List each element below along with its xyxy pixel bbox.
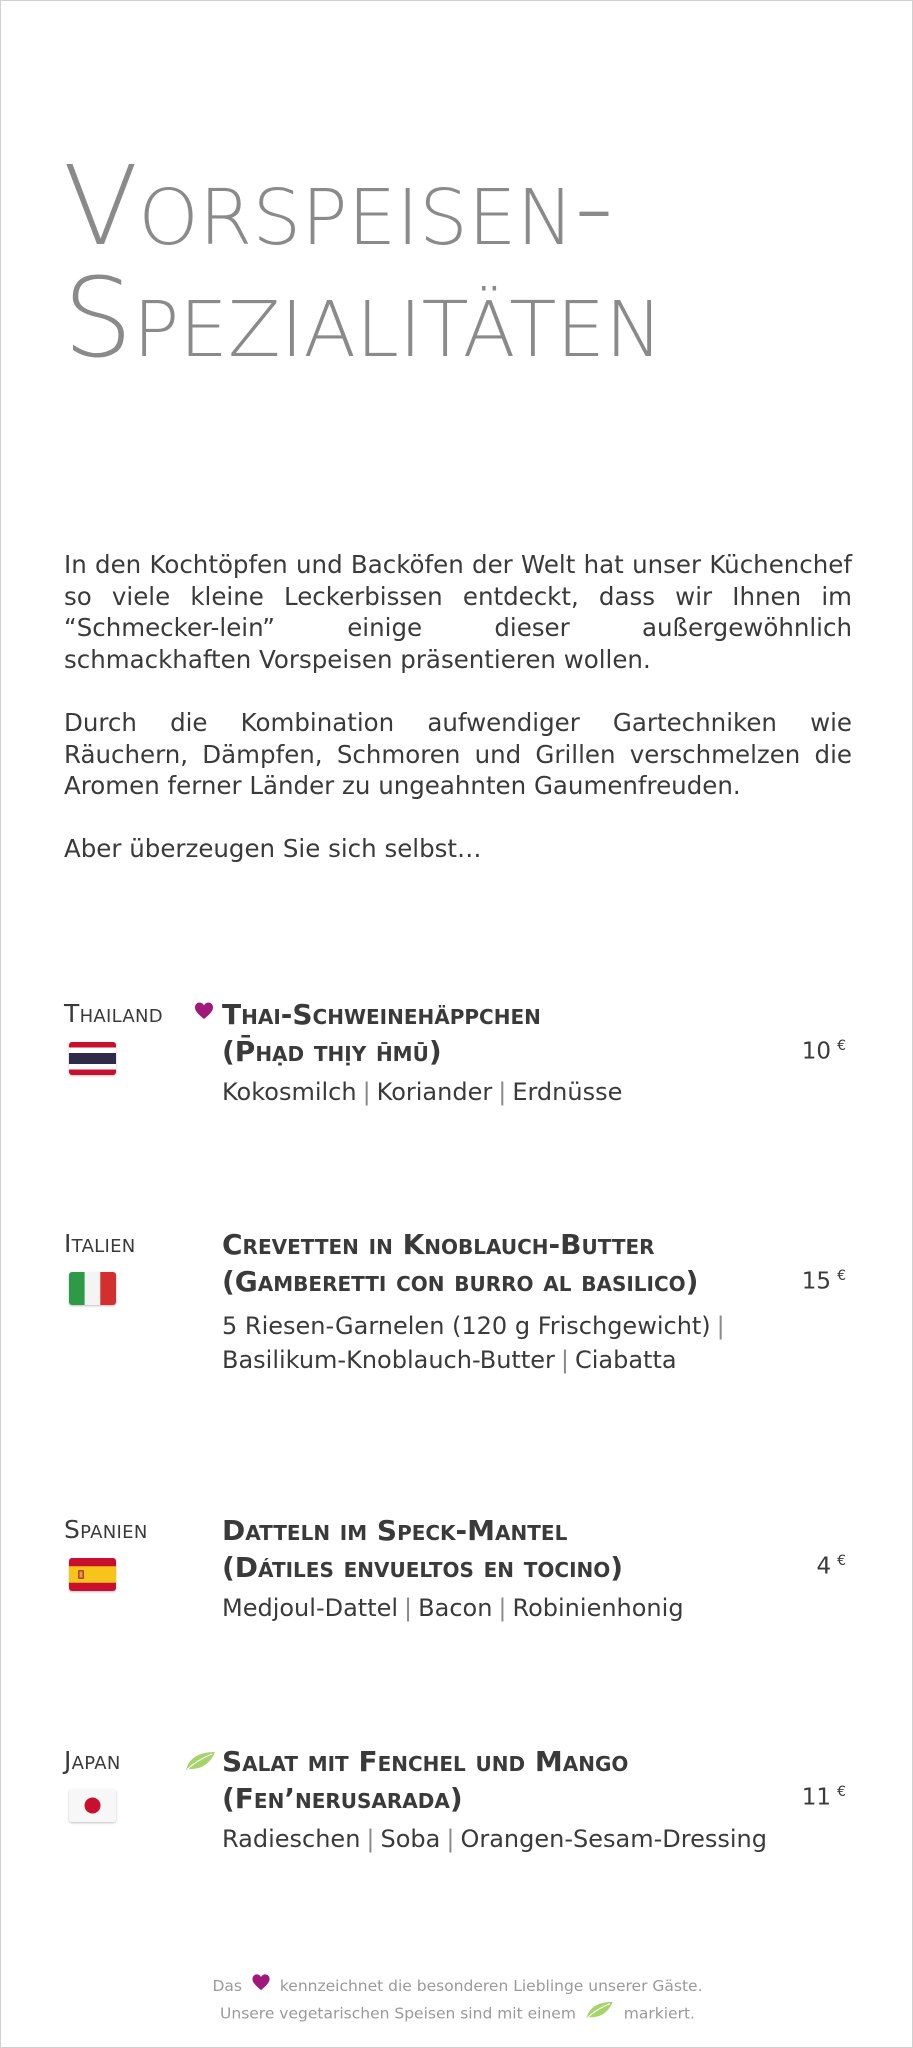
dish-title [222,996,541,1070]
separator: | [498,1078,507,1106]
separator: | [716,1312,725,1340]
dish-price [802,1038,846,1065]
price-value: 4 [816,1553,832,1580]
dish-title [222,1743,628,1817]
ingredient: Ciabatta [574,1346,677,1374]
dish-title-line1: Salat mit Fenchel und Mango [222,1745,629,1778]
separator: | [366,1825,375,1853]
dish-title-line1: Datteln im Speck-Mantel [222,1514,568,1547]
separator: | [498,1594,507,1622]
ingredient: Bacon [418,1594,493,1622]
price-currency: € [837,1553,846,1569]
ingredient: Radieschen [222,1825,361,1853]
ingredient: 5 Riesen-Garnelen (120 g Frischgewicht) [222,1312,711,1340]
dish-description [222,1075,622,1109]
dish-title [222,1512,623,1586]
dish-country: Italien [64,1229,136,1258]
dish-price [802,1268,846,1295]
ingredient: Koriander [376,1078,493,1106]
dish-country: Spanien [64,1515,148,1544]
page-title-line2: Spezialitäten [63,254,663,382]
dish-title-line2: (Gamberetti con burro al basilico) [222,1265,699,1298]
intro-paragraph-2: Durch die Kombination aufwendiger Gartechniken wie Räuchern, Dämpfen, Schmoren und Grillen verschmelzen die Aromen ferner Länder zu ungeahnten Gaumenfreuden. [64,707,852,801]
legend-footer [1,1973,913,2028]
ingredient: Medjoul-Dattel [222,1594,399,1622]
page-title-line1: Vorspeisen- [63,142,614,270]
legend-line-favorites [1,1973,913,2000]
spain-flag-icon [69,1558,116,1591]
separator: | [560,1346,569,1374]
legend-line-vegetarian [1,2000,913,2028]
ingredient: Kokosmilch [222,1078,357,1106]
leaf-icon [585,2000,615,2028]
intro-paragraph-1: In den Kochtöpfen und Backöfen der Welt hat unser Küchenchef so viele kleine Leckerbissen entdeckt, dass wir Ihnen im “Schmecker-lein” einige dieser außergewöhnlich schmackhaften Vorspeisen präsentieren wollen. [64,550,852,675]
price-currency: € [837,1268,846,1284]
separator: | [446,1825,455,1853]
separator: | [404,1594,413,1622]
price-currency: € [837,1038,846,1054]
dish-title-line2: (P̄hạd thịy h̄mū) [222,1035,442,1068]
dish-price [816,1553,846,1580]
intro-paragraph-3: Aber überzeugen Sie sich selbst… [64,833,482,863]
dish-price [802,1784,846,1811]
leaf-icon [185,1750,217,1776]
dish-title-line2: (Fen’nerusarada) [222,1782,463,1815]
dish-title-line1: Thai-Schweinehäppchen [222,998,541,1031]
dish-description [222,1822,767,1856]
dish-description [222,1309,731,1377]
ingredient: Robinienhonig [512,1594,684,1622]
dish-title [222,1226,698,1300]
dish-title-line1: Crevetten in Knoblauch-Butter [222,1228,655,1261]
thailand-flag-icon [69,1042,116,1075]
ingredient: Soba [380,1825,441,1853]
italy-flag-icon [69,1272,116,1305]
heart-icon [251,1973,271,2000]
legend-text: Unsere vegetarischen Speisen sind mit einem [220,2004,576,2023]
dish-country: Japan [64,1746,121,1775]
dish-title-line2: (Dátiles envueltos en tocino) [222,1551,624,1584]
ingredient: Basilikum-Knoblauch-Butter [222,1346,555,1374]
japan-flag-icon [69,1789,116,1822]
page-title [63,142,663,382]
separator: | [362,1078,371,1106]
legend-text: markiert. [623,2004,695,2023]
price-value: 11 [801,1784,832,1811]
dish-description [222,1591,684,1625]
price-value: 10 [801,1038,832,1065]
ingredient: Erdnüsse [512,1078,623,1106]
dish-country: Thailand [64,999,163,1028]
price-currency: € [837,1784,846,1800]
price-value: 15 [801,1268,832,1295]
ingredient: Orangen-Sesam-Dressing [460,1825,767,1853]
heart-icon [194,1001,214,1025]
legend-text: kennzeichnet die besonderen Lieblinge unserer Gäste. [279,1977,703,1995]
intro-text [64,549,852,896]
legend-text: Das [212,1977,242,1995]
